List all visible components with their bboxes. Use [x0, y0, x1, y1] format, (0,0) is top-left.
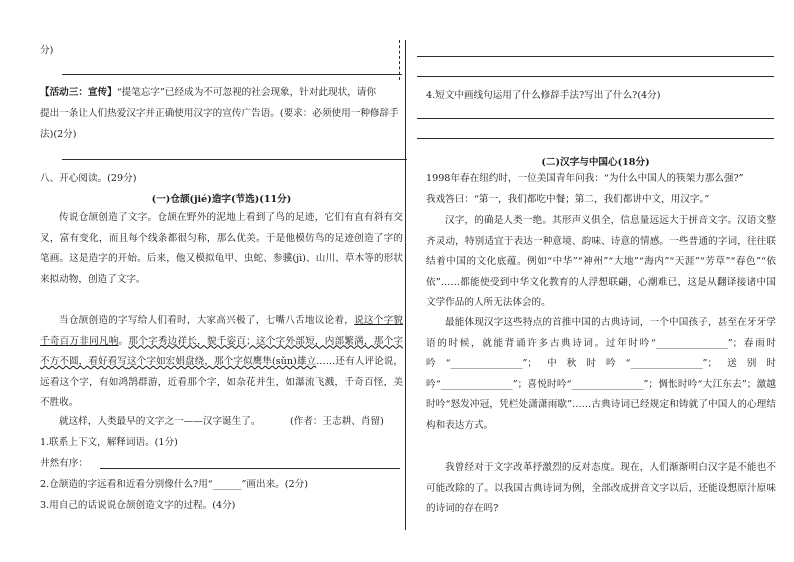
fill-blank-1[interactable]: _______________	[655, 337, 728, 349]
para2-underlined-1: 说这个字貌千奇百	[40, 315, 404, 347]
para4-c: ”；中秋时吟“	[522, 358, 631, 369]
passage1-para1: 传说仓颉创造了文字。仓颉在野外的泥地上看到了鸟的足迹，它们有直有斜有交叉，富有变化，而且每个线条都很匀称，那么优美。于是他模仿鸟的足迹创造了字的笔画。这是造字的开始。后来，他又模拟龟甲、虫蛇、参骥(jì)、山川、草木等的形状来拟动物，创造了文字。	[40, 212, 403, 285]
question-2-blank: ______	[212, 479, 242, 490]
question-2	[40, 478, 308, 491]
para4-d: ”；送别时吟“	[426, 358, 777, 390]
para2-end: ……还有人评论说，远看这个字，有如鸿鹄群游，近看那个字，如杂花并生，如瀑流飞溅，千奇百怪，美不胜收。	[40, 356, 404, 408]
answer-line[interactable]	[417, 56, 774, 57]
answer-line[interactable]	[100, 468, 400, 469]
question-2-text-end: ”画出来。(2分)	[241, 479, 308, 490]
para4-f: ”；惆怅时吟“大江东去”；激越时吟“怒发冲冠，凭栏处潇潇雨歇”……古典诗词已经规定和铸就了中国人的心理结构和表达方式。	[426, 378, 777, 431]
passage2-para5: 我曾经对于文字改革抒激烈的反对态度。现在，人们渐渐明白汉字是不能也不可能改除的了。以我国古典诗词为例，全部改成拼音文字以后，还能设想原汁原味的诗词的存在吗?	[426, 462, 776, 514]
para4-e: ”；喜悦时吟“	[512, 378, 572, 390]
answer-line[interactable]	[62, 74, 402, 75]
fill-blank-5[interactable]: _______________	[571, 378, 644, 390]
section8-heading: 八、开心阅读。(29分)	[40, 173, 137, 184]
para2-underlined-2: 万非同凡响	[69, 335, 119, 347]
column-divider	[405, 40, 406, 530]
para2-wavy-1: 那个字秀边祥长，貌千姿百；这个字外部短，内部繁满，那个字不方不圆，看好看写	[40, 335, 404, 367]
para2-start: 当仓颉创造的字写给人们看时，大家高兴极了，七嘴八舌地议论着，	[59, 315, 355, 326]
fill-blank-2[interactable]: _______________	[450, 358, 523, 369]
activity3-text: “提笔忘字”已经成为不可忽视的社会现象，针对此现状，请你	[116, 87, 376, 98]
activity3-line1	[40, 86, 376, 99]
passage1-para3: 就这样，人类最早的文字之一——汉字诞生了。	[59, 416, 261, 427]
question-4: 4.短文中画线句运用了什么修辞手法?写出了什么?(4分)	[426, 90, 661, 101]
fill-blank-3[interactable]: _______________	[630, 358, 703, 369]
passage2-para3: 汉字，的确是人类一绝。其形声义俱全，信息量远远大于拼音文字。汉语文整齐灵动，特别适宜于表达一种意境、韵味、诗意的情感。一些普通的字词，往往联结着中国的文化底蕴。例如“中华”“神州”“大地”“海内”“天涯”“芳草”“春色”“依依”……都能使受到中华文化教育的人浮想联翩，心潮难已，这是从翻译接诸中国文学作品的人所无法体会的。	[426, 215, 776, 308]
question-3: 3.用自己的话说说仓颉创造文字的过程。(4分)	[40, 500, 236, 511]
answer-line[interactable]	[417, 118, 774, 119]
answer-line[interactable]	[417, 76, 774, 77]
question-1: 1.联系上下文，解释词语。(1分)	[40, 437, 178, 448]
para2-period: 。	[118, 335, 129, 347]
question-2-text: 2.仓颉造的字远看和近看分别像什么?用“	[40, 479, 213, 490]
answer-line[interactable]	[62, 159, 407, 160]
passage1-title: (一)仓颉(jié)造字(节选)(11分)	[151, 194, 292, 205]
passage2-para2: 我戏答曰：“第一，我们都吃中餐；第二，我们都讲中文，用汉字。”	[426, 194, 710, 205]
question-1-term: 井然有序：	[40, 458, 88, 469]
para4-a: 最能体现汉字这些特点的首推中国的古典诗词，一个中国孩子，甚至在牙牙学语的时候，就能背诵许多古典诗词。过年时吟“	[426, 317, 776, 349]
passage1-author: (作者：王志耕、肖留)	[290, 416, 384, 427]
activity3-label: 【活动三：宣传】	[40, 87, 117, 98]
passage2-para1: 1998年春在纽约时，一位美国青年问我：“为什么中国人的筷架力那么强?”	[426, 173, 744, 184]
column-divider	[399, 40, 400, 80]
fill-blank-4[interactable]: _______________	[440, 378, 513, 390]
para4-b: ”；春雨时吟“	[426, 337, 776, 369]
passage1-para2	[40, 311, 403, 414]
passage2-title: (二)汉字与中国心(18分)	[541, 157, 650, 168]
passage2-para4	[426, 313, 776, 436]
activity3-line3: 法)(2分)	[40, 129, 77, 140]
answer-line[interactable]	[417, 138, 774, 139]
activity3-line2: 提出一条让人们热爱汉字并正确使用汉字的宣传广告语。(要求：必须使用一种修辞手	[40, 108, 399, 119]
fen-continuation: 分)	[40, 45, 54, 56]
para2-wavy-2: 这个字如宏娟盘绕，那个字似鹰隼(sǔn)雄立	[127, 356, 317, 367]
